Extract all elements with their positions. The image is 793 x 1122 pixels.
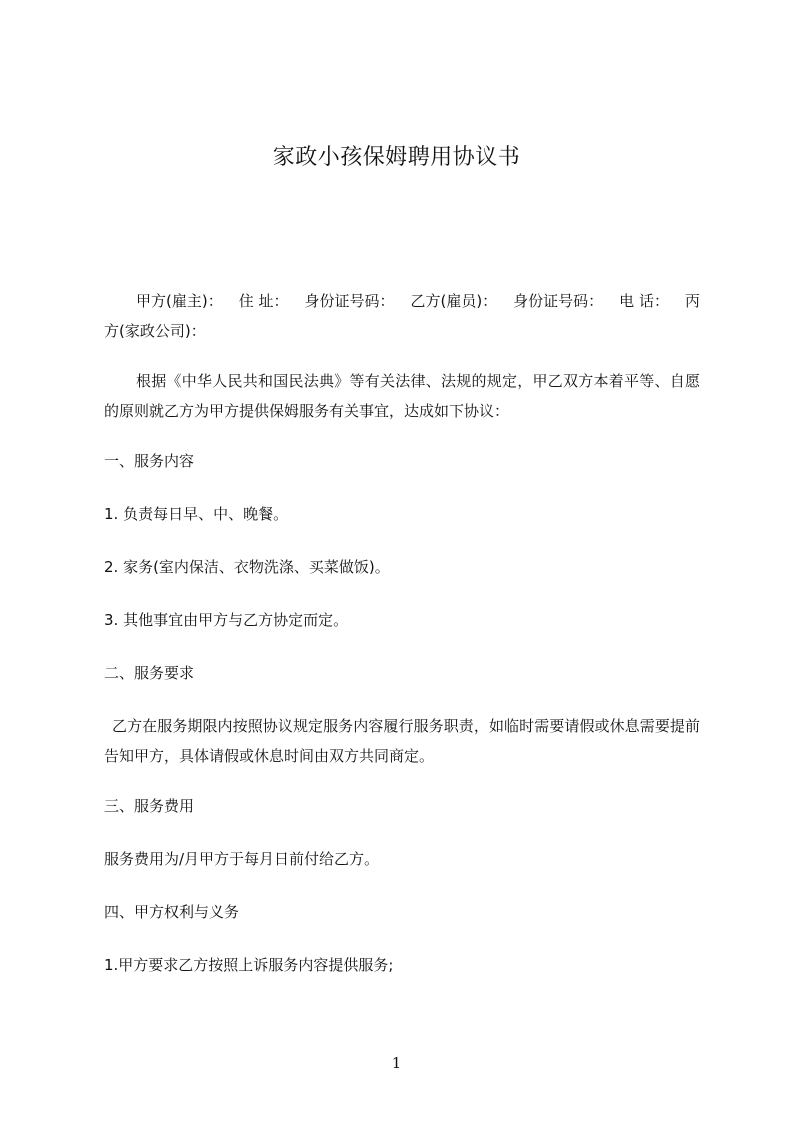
party-c-label-start: 丙: [684, 292, 700, 310]
party-b-label: 乙方(雇员)：: [410, 292, 498, 310]
party-b-id-label: 身份证号码：: [513, 292, 604, 310]
section1-item-1: 1. 负责每日早、中、晚餐。: [104, 505, 289, 523]
address-label: 住 址：: [238, 292, 289, 310]
party-c-label-end: 方(家政公司)：: [104, 322, 206, 340]
phone-label: 电 话：: [619, 292, 669, 310]
section2-body: 乙方在服务期限内按照协议规定服务内容履行服务职责，如临时需要请假或休息需要提前告知甲方，具体请假或休息时间由双方共同商定。: [104, 717, 700, 765]
section3-heading: 三、服务费用: [104, 797, 195, 815]
section1-item-2: 2. 家务(室内保洁、衣物洗涤、买菜做饭)。: [104, 558, 390, 576]
section4-item-1: 1.甲方要求乙方按照上诉服务内容提供服务;: [104, 956, 394, 974]
document-title: 家政小孩保姆聘用协议书: [272, 145, 521, 170]
section2-heading: 二、服务要求: [104, 664, 195, 682]
page-number: 1: [391, 1054, 402, 1072]
party-a-label: 甲方(雇主)：: [136, 292, 223, 310]
parties-line: [104, 286, 700, 316]
preamble-paragraph: 根据《中华人民共和国民法典》等有关法律、法规的规定，甲乙双方本着平等、自愿的原则就乙方为甲方提供保姆服务有关事宜，达成如下协议：: [104, 372, 700, 420]
party-a-id-label: 身份证号码：: [304, 292, 395, 310]
section1-item-3: 3. 其他事宜由甲方与乙方协定而定。: [104, 611, 349, 629]
parties-block: [104, 286, 700, 346]
section1-heading: 一、服务内容: [104, 452, 195, 470]
section4-heading: 四、甲方权利与义务: [104, 903, 240, 921]
section3-body: 服务费用为/月甲方于每月日前付给乙方。: [104, 850, 380, 868]
